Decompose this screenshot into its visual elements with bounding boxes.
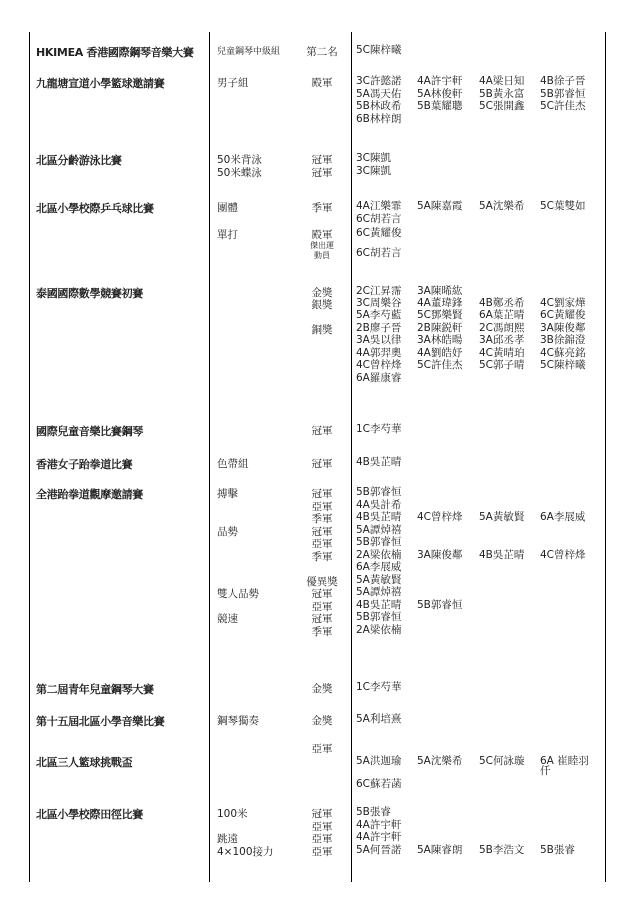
winner-row <box>356 456 602 469</box>
award-label: 冠軍 <box>311 525 333 538</box>
winner-row-cells <box>356 806 602 819</box>
winner-name: 4A江樂霏 <box>356 200 402 212</box>
winner-row-cells <box>356 75 602 88</box>
winner-row-cells <box>356 247 602 260</box>
winner-name: 3A陳俊鄰 <box>417 548 463 561</box>
winner-name: 5A沈樂希 <box>479 200 525 212</box>
winner-row-cells <box>356 88 602 101</box>
winner-name: 6C黃耀俊 <box>356 227 402 239</box>
category-label: 50米背泳 <box>217 154 262 166</box>
winner-name: 5C郭子晴 <box>479 359 525 371</box>
winner-name: 5B葉耀聰 <box>417 100 463 112</box>
winner-row-cells <box>356 561 602 574</box>
winner-row-cells <box>356 152 602 165</box>
winner-row-cells <box>356 536 602 549</box>
winner-name: 4B吳芷晴 <box>356 456 402 468</box>
winner-row-cells <box>356 285 602 298</box>
award-label: 冠軍 <box>311 425 333 437</box>
category-label: 品勢 <box>217 525 238 538</box>
award-label: 金獎 <box>311 715 333 727</box>
winner-name: 5C陳梓曦 <box>540 359 586 371</box>
winner-name: 6C胡若言 <box>356 212 402 225</box>
table-border-right <box>605 32 606 882</box>
winner-row-cells <box>356 844 602 857</box>
winner-row-cells <box>356 334 602 347</box>
winner-name: 5A沈樂希 <box>417 755 463 767</box>
category-label: 雙人品勢 <box>217 588 259 600</box>
winner-name: 5A黃敏賢 <box>356 573 402 586</box>
winner-row <box>356 611 602 624</box>
award-label: 亞軍 <box>311 845 333 858</box>
award-label: 冠軍 <box>311 154 333 166</box>
winner-name: 4A許宇軒 <box>356 818 402 831</box>
award-label: 亞軍 <box>311 743 333 755</box>
winner-name: 仟 <box>540 765 551 777</box>
winner-name: 5A黃敏賢 <box>479 511 525 523</box>
winner-name: 4A吳計希 <box>356 498 402 511</box>
award-label: 冠軍 <box>311 613 333 625</box>
winner-name: 6A羅康睿 <box>356 371 402 384</box>
winner-name: 4A董瑋鋒 <box>417 297 463 309</box>
winner-name: 2B陳鋭軒 <box>417 321 463 334</box>
category-label: 鋼琴獨奏 <box>217 715 259 727</box>
event-title: 九龍塘宣道小學籃球邀請賽 <box>36 77 165 90</box>
winner-row-cells <box>356 227 602 240</box>
winner-name: 4B鄭丞希 <box>479 297 525 309</box>
winner-name: 4C蘇亮銘 <box>540 346 586 359</box>
winner-name: 5A陳睿朗 <box>417 843 463 856</box>
winner-name: 3C陳凱 <box>356 152 392 164</box>
table-divider-event <box>209 32 210 882</box>
winner-name: 5B郭睿恒 <box>356 536 402 548</box>
winner-row <box>356 765 602 778</box>
winner-row <box>356 334 602 347</box>
winner-row-cells <box>356 624 602 637</box>
winner-name: 5C鄧樂賢 <box>417 309 463 321</box>
winner-row-cells <box>356 165 602 178</box>
category-label: 兒童鋼琴中級組 <box>217 47 281 57</box>
category-label: 單打 <box>217 229 238 241</box>
winner-name: 3A林皓暘 <box>417 334 463 346</box>
award-label: 亞軍 <box>311 833 333 845</box>
winner-name: 3C周樂谷 <box>356 297 402 309</box>
winner-row-cells <box>356 44 602 57</box>
award-label: 季軍 <box>311 625 333 638</box>
winner-row <box>356 713 602 726</box>
winner-row <box>356 44 602 57</box>
winner-row <box>356 165 602 178</box>
winner-name: 5A李芍藍 <box>356 309 402 321</box>
winner-name: 4B吳芷晴 <box>479 548 525 561</box>
winner-name: 6A李展威 <box>356 561 402 573</box>
award-label: 季軍 <box>311 513 333 525</box>
winner-row-cells <box>356 113 602 126</box>
winner-name: 5C許佳杰 <box>417 359 463 371</box>
winner-row <box>356 681 602 694</box>
winner-name: 5B黃永富 <box>479 87 525 100</box>
winner-row <box>356 778 602 791</box>
category-label: 搏擊 <box>217 488 238 500</box>
event-title: HKIMEA 香港國際鋼琴音樂大賽 <box>36 46 194 59</box>
winner-name: 2B廖子晉 <box>356 321 402 334</box>
winner-row-cells <box>356 200 602 213</box>
winner-row-cells <box>356 423 602 436</box>
winner-name: 1C李芍華 <box>356 423 402 435</box>
winner-name: 5A馮天佑 <box>356 87 402 100</box>
winner-row-cells <box>356 486 602 499</box>
winner-name: 3A陳晞紘 <box>417 285 463 297</box>
winner-row-cells <box>356 322 602 335</box>
winner-name: 4C劉家燁 <box>540 297 586 309</box>
table-divider-names <box>351 32 352 882</box>
award-label: 金獎 <box>311 683 333 695</box>
winner-row-cells <box>356 309 602 322</box>
category-label: 跳遠 <box>217 833 238 845</box>
winner-name: 5C許佳杰 <box>540 100 586 112</box>
winner-row <box>356 844 602 857</box>
winner-row <box>356 247 602 260</box>
winner-row <box>356 297 602 310</box>
winner-name: 3A陳俊鄰 <box>540 321 586 334</box>
winner-row-cells <box>356 778 602 791</box>
category-label: 團體 <box>217 202 238 214</box>
winner-name: 5C張開鑫 <box>479 100 525 112</box>
winner-row <box>356 372 602 385</box>
event-title: 全港跆拳道觀摩邀請賽 <box>36 488 143 501</box>
winner-name: 4C曾梓烽 <box>540 548 586 561</box>
winner-name: 3A邱丞孝 <box>479 334 525 346</box>
event-title: 北區小學校際田徑比賽 <box>36 808 143 821</box>
winner-name: 6C蘇若菡 <box>356 778 402 790</box>
winner-name: 4C黃晴珀 <box>479 346 525 359</box>
award-label: 殿軍 <box>311 77 333 89</box>
winner-name: 3C陳凱 <box>356 164 392 177</box>
winner-row <box>356 499 602 512</box>
winner-name: 5B張睿 <box>540 843 575 856</box>
winner-name: 5A譚焯禧 <box>356 586 402 598</box>
winner-row-cells <box>356 100 602 113</box>
winner-row-cells <box>356 586 602 599</box>
winner-name: 2C江昇霈 <box>356 285 402 297</box>
winner-row <box>356 536 602 549</box>
winner-row <box>356 285 602 298</box>
winner-name: 6A葉芷晴 <box>479 309 525 321</box>
award-label: 季軍 <box>311 550 333 563</box>
winner-row <box>356 347 602 360</box>
winner-row <box>356 309 602 322</box>
winner-row-cells <box>356 359 602 372</box>
winner-row <box>356 322 602 335</box>
winner-row <box>356 831 602 844</box>
winner-name: 3B徐錦澄 <box>540 334 586 346</box>
winner-name: 2A梁依楠 <box>356 548 402 561</box>
winner-row <box>356 486 602 499</box>
winner-name: 4A許宇軒 <box>417 75 463 87</box>
winner-name: 4A梁日知 <box>479 75 525 87</box>
winner-row-cells <box>356 681 602 694</box>
winner-name: 5B李浩文 <box>479 843 525 856</box>
winner-row-cells <box>356 524 602 537</box>
winner-row <box>356 624 602 637</box>
winner-name: 1C李芍華 <box>356 681 402 693</box>
winner-row <box>356 423 602 436</box>
winner-name: 4B徐子晉 <box>540 75 586 87</box>
winner-row <box>356 586 602 599</box>
winner-row <box>356 113 602 126</box>
winner-name: 5B郭睿恒 <box>356 611 402 623</box>
winner-row-cells <box>356 499 602 512</box>
winner-row-cells <box>356 574 602 587</box>
winner-row <box>356 574 602 587</box>
winner-name: 5A譚焯禧 <box>356 523 402 536</box>
category-label: 50米蝶泳 <box>217 166 262 179</box>
winner-row <box>356 200 602 213</box>
award-label: 亞軍 <box>311 820 333 833</box>
winner-name: 5C陳梓曦 <box>356 44 402 56</box>
category-label: 4×100接力 <box>217 845 274 858</box>
event-title: 北區三人籃球挑戰盃 <box>36 756 133 769</box>
winner-name: 3C許懿諾 <box>356 75 402 87</box>
winner-name: 5B林政希 <box>356 100 402 112</box>
winner-name: 4A劉皓妤 <box>417 346 463 359</box>
winner-row-cells <box>356 599 602 612</box>
table-border-left <box>29 32 30 882</box>
award-label: 殿軍 <box>311 229 333 241</box>
winner-name: 5B郭睿恒 <box>540 87 586 100</box>
winner-row <box>356 75 602 88</box>
award-label: 冠軍 <box>311 588 333 600</box>
winner-row-cells <box>356 713 602 726</box>
winner-name: 5B郭睿恒 <box>356 486 402 498</box>
award-label: 銀獎 <box>311 299 333 311</box>
winner-row-cells <box>356 347 602 360</box>
winner-row <box>356 511 602 524</box>
winner-name: 2C馮朗熙 <box>479 321 525 334</box>
winner-row <box>356 819 602 832</box>
winner-row <box>356 152 602 165</box>
winner-name: 5A何晉諾 <box>356 843 402 856</box>
winner-row-cells <box>356 297 602 310</box>
category-label: 色帶組 <box>217 458 249 470</box>
award-label: 第二名 <box>306 46 338 58</box>
winner-row <box>356 359 602 372</box>
award-label: 傑出運動員 <box>310 241 334 260</box>
winner-row <box>356 599 602 612</box>
award-label: 冠軍 <box>311 488 333 500</box>
winner-name: 6C黃耀俊 <box>540 309 586 321</box>
event-title: 泰國國際數學競賽初賽 <box>36 287 143 300</box>
winner-name: 4C曾梓烽 <box>417 511 463 523</box>
winner-name: 6A李展威 <box>540 511 586 523</box>
award-label: 金獎 <box>311 287 333 299</box>
winner-row-cells <box>356 511 602 524</box>
award-label: 冠軍 <box>311 808 333 820</box>
winner-row <box>356 524 602 537</box>
award-label: 銅獎 <box>311 323 333 336</box>
winner-name: 5B張睿 <box>356 806 391 818</box>
winner-name: 5B郭睿恒 <box>417 598 463 611</box>
winner-name: 6C胡若言 <box>356 247 402 259</box>
winner-row <box>356 806 602 819</box>
category-label: 競速 <box>217 613 238 625</box>
winner-name: 4A許宇軒 <box>356 831 402 843</box>
winner-row-cells <box>356 819 602 832</box>
award-label: 季軍 <box>311 202 333 214</box>
event-title: 北區分齡游泳比賽 <box>36 154 122 167</box>
winner-name: 4B吳芷晴 <box>356 511 402 523</box>
winner-row-cells <box>356 831 602 844</box>
winner-row-cells <box>356 765 602 778</box>
event-title: 北區小學校際乒乓球比賽 <box>36 202 154 215</box>
event-title: 香港女子跆拳道比賽 <box>36 458 133 471</box>
winner-name: 5C何詠璇 <box>479 755 525 767</box>
winner-name: 6A 崔睦羽 <box>540 755 589 767</box>
winner-row-cells <box>356 549 602 562</box>
award-label: 冠軍 <box>311 458 333 470</box>
winner-row <box>356 213 602 226</box>
winner-row-cells <box>356 372 602 385</box>
winner-name: 3A吳以律 <box>356 334 402 346</box>
winner-name: 6B林梓朗 <box>356 112 402 125</box>
winner-name: 2A梁依楠 <box>356 623 402 636</box>
category-label: 100米 <box>217 808 248 820</box>
winner-name: 4C曾梓烽 <box>356 359 402 371</box>
winner-row-cells <box>356 213 602 226</box>
winner-name: 5A林俊軒 <box>417 87 463 100</box>
winner-name: 4B吳芷晴 <box>356 598 402 611</box>
winner-name: 5C葉雙如 <box>540 200 586 212</box>
award-label: 優異獎 <box>306 575 338 588</box>
winner-row <box>356 88 602 101</box>
winner-name: 5A陳嘉霞 <box>417 200 463 212</box>
winner-row <box>356 549 602 562</box>
award-label: 亞軍 <box>311 538 333 550</box>
winner-row <box>356 227 602 240</box>
winner-row-cells <box>356 611 602 624</box>
winner-row <box>356 561 602 574</box>
winner-name: 4A郭羿奧 <box>356 346 402 359</box>
award-label: 冠軍 <box>311 166 333 179</box>
award-label: 亞軍 <box>311 500 333 513</box>
event-title: 第十五屆北區小學音樂比賽 <box>36 715 165 728</box>
event-title: 第二屆青年兒童鋼琴大賽 <box>36 683 154 696</box>
event-title: 國際兒童音樂比賽鋼琴 <box>36 425 143 438</box>
winner-name: 5A洪迦瑜 <box>356 755 402 767</box>
category-label: 男子組 <box>217 77 249 89</box>
winner-row <box>356 100 602 113</box>
winner-row-cells <box>356 456 602 469</box>
award-label: 亞軍 <box>311 600 333 613</box>
winner-name: 5A利培熹 <box>356 713 402 725</box>
